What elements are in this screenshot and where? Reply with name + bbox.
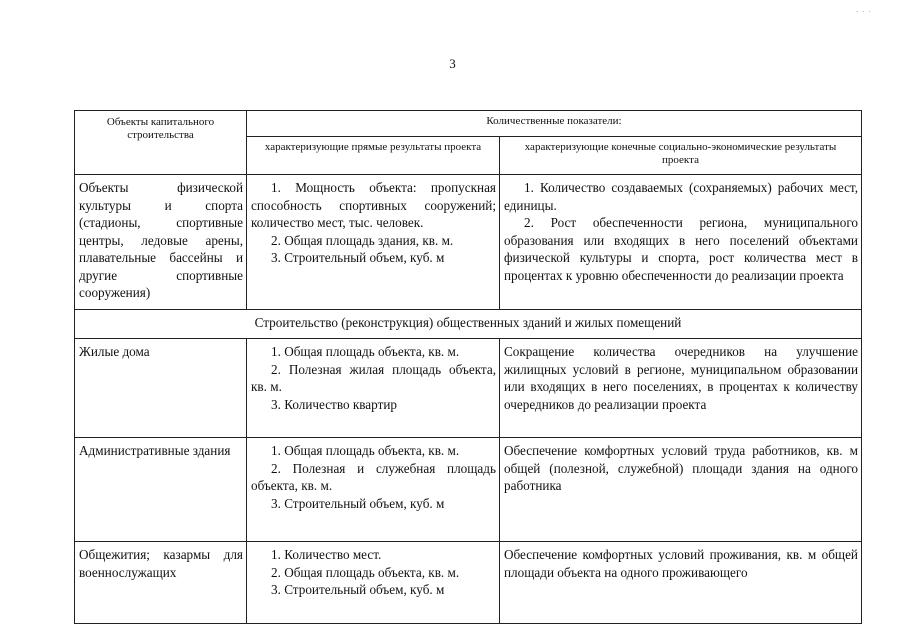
- direct-item: 2. Полезная и служебная площадь объекта, кв. м.: [251, 460, 496, 493]
- table-row: [75, 175, 862, 310]
- final-item: 1. Количество создаваемых (сохраняемых) рабочих мест, единицы.: [504, 180, 858, 213]
- direct-item: 1. Общая площадь объекта, кв. м.: [271, 443, 460, 458]
- final-item: Сокращение количества очередников на улучшение жилищных условий в регионе, муниципальном образовании или входящих в него поселениях, в процентах к количеству очередников до реализации проекта: [504, 344, 858, 412]
- object-name: Объекты физической культуры и спорта (стадионы, спортивные центры, ледовые арены, плавательные бассейны и другие спортивные сооружения): [79, 180, 243, 300]
- direct-item: 3. Строительный объем, куб. м: [271, 582, 445, 597]
- section-title: Строительство (реконструкция) общественных зданий и жилых помещений: [75, 310, 862, 339]
- header-final-results: характеризующие конечные социально-экономические результаты проекта: [500, 137, 862, 175]
- header-objects: Объекты капитального строительства: [75, 111, 247, 175]
- header-indicators: Количественные показатели:: [247, 111, 862, 137]
- direct-cell: [247, 339, 500, 438]
- direct-cell: [247, 438, 500, 542]
- indicators-table: [74, 110, 862, 624]
- section-row: [75, 310, 862, 339]
- final-cell: [500, 542, 862, 624]
- final-item: 2. Рост обеспеченности региона, муниципального образования или входящих в него поселений объектами физической культуры и спорта, рост количества мест в процентах к уровню обеспеченности до реализации проекта: [504, 215, 858, 283]
- table-row: [75, 542, 862, 624]
- direct-item: 2. Общая площадь здания, кв. м.: [271, 232, 454, 248]
- direct-item: 2. Полезная жилая площадь объекта, кв. м.: [251, 361, 496, 394]
- direct-item: 3. Строительный объем, куб. м: [271, 250, 445, 265]
- final-cell: [500, 438, 862, 542]
- page-number: 3: [449, 56, 456, 71]
- table-row: [75, 438, 862, 542]
- object-cell: [75, 542, 247, 624]
- table-header-row: [75, 111, 862, 137]
- object-name: Жилые дома: [79, 344, 150, 359]
- final-cell: [500, 339, 862, 438]
- table-row: [75, 339, 862, 438]
- object-name: Административные здания: [79, 443, 231, 458]
- final-cell: [500, 175, 862, 310]
- object-name: Общежития; казармы для военнослужащих: [79, 547, 243, 580]
- direct-item: 1. Количество мест.: [271, 547, 382, 562]
- final-item: Обеспечение комфортных условий труда работников, кв. м общей (полезной, служебной) площади здания на одного работника: [504, 443, 858, 493]
- object-cell: [75, 438, 247, 542]
- direct-cell: [247, 175, 500, 310]
- object-cell: [75, 339, 247, 438]
- final-item: Обеспечение комфортных условий проживания, кв. м общей площади объекта на одного проживающего: [504, 547, 858, 580]
- corner-mark: · · ·: [856, 8, 872, 16]
- direct-item: 2. Общая площадь объекта, кв. м.: [271, 564, 460, 580]
- header-direct-results: характеризующие прямые результаты проекта: [247, 137, 500, 175]
- direct-item: 1. Общая площадь объекта, кв. м.: [271, 344, 460, 359]
- direct-item: 1. Мощность объекта: пропускная способность спортивных сооружений; количество мест, тыс. человек.: [251, 180, 496, 230]
- object-cell: [75, 175, 247, 310]
- direct-item: 3. Количество квартир: [271, 396, 397, 412]
- direct-cell: [247, 542, 500, 624]
- direct-item: 3. Строительный объем, куб. м: [271, 495, 445, 511]
